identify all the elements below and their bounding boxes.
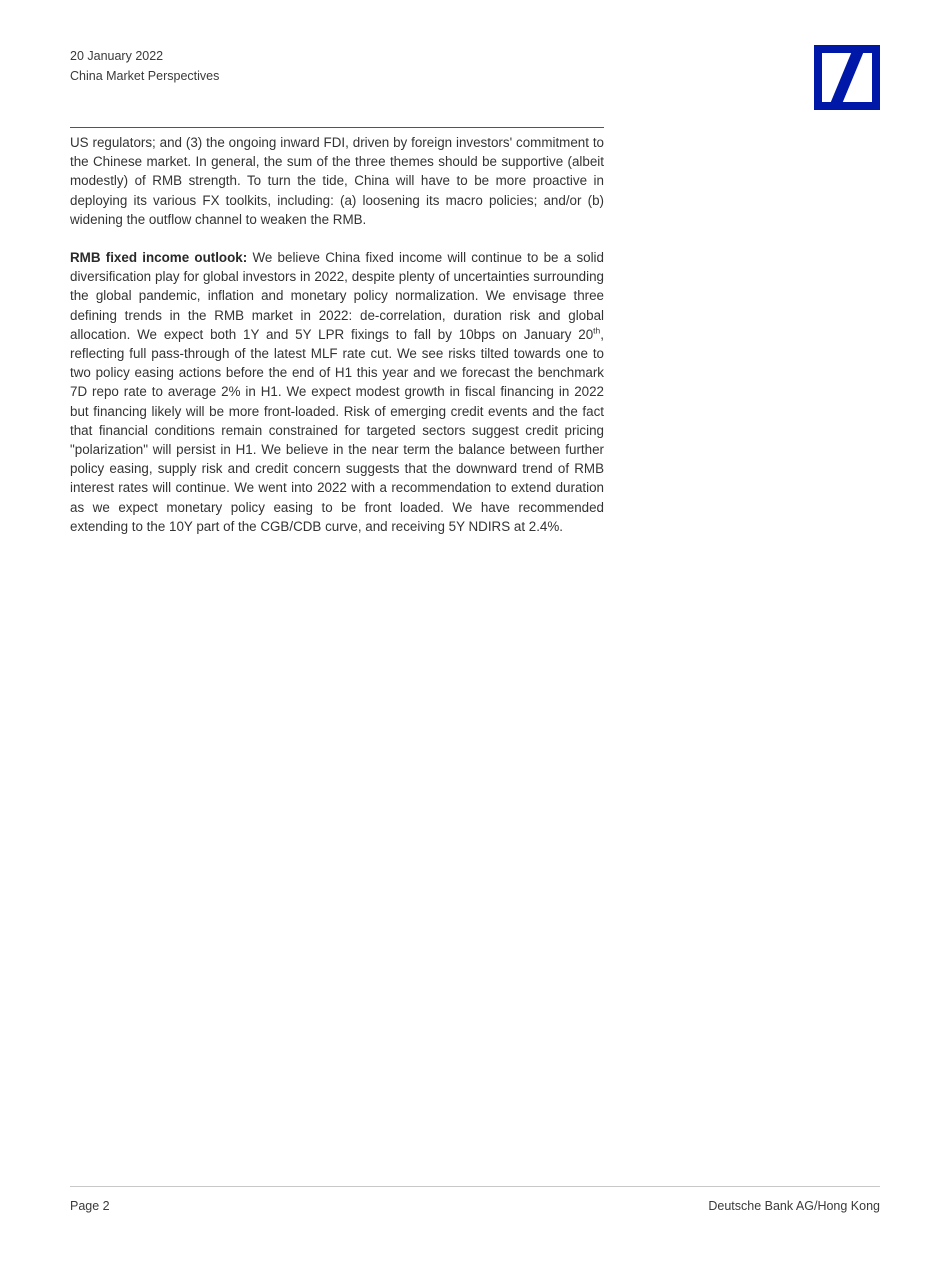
footer-divider	[70, 1186, 880, 1187]
report-body	[70, 133, 604, 536]
paragraph-fixed-income-outlook	[70, 248, 604, 536]
header-divider	[70, 127, 604, 128]
report-date: 20 January 2022	[70, 49, 164, 63]
paragraph-fx-outlook: US regulators; and (3) the ongoing inward FDI, driven by foreign investors' commitment to the Chinese market. In general, the sum of the three themes should be supportive (albeit modestly) of RMB strength. To turn the tide, China will have to be more proactive in deploying its various FX toolkits, including: (a) loosening its macro policies; and/or (b) widening the outflow channel to weaken the RMB.	[70, 135, 604, 227]
paragraph-text-part1: We believe China fixed income will continue to be a solid diversification play for global investors in 2022, despite plenty of uncertainties surrounding the global pandemic, inflation and monetary policy normalization. We envisage three defining trends in the RMB market in 2022: de-correlation, duration risk and global allocation. We expect both 1Y and 5Y LPR fixings to fall by 10bps on January 20	[70, 250, 604, 342]
publisher-entity: Deutsche Bank AG/Hong Kong	[708, 1199, 880, 1213]
paragraph-text-part2: , reflecting full pass-through of the latest MLF rate cut. We see risks tilted towards one to two policy easing actions before the end of H1 this year and we forecast the benchmark 7D repo rate to average 2% in H1. We expect modest growth in fiscal financing in 2022 but financing likely will be more front-loaded. Risk of emerging credit events and the fact that financial conditions remain constrained for targeted sectors suggest credit pricing "polarization" will persist in H1. We believe in the near term the balance between further policy easing, supply risk and credit concern suggests that the downward trend of RMB interest rates will continue. We went into 2022 with a recommendation to extend duration as we expect monetary policy easing to be front loaded. We have recommended extending to the 10Y part of the CGB/CDB curve, and receiving 5Y NDIRS at 2.4%.	[70, 326, 604, 534]
ordinal-superscript: th	[593, 325, 601, 336]
section-lead-heading: RMB fixed income outlook:	[70, 250, 248, 266]
document-header	[70, 46, 219, 86]
page-number: Page 2	[70, 1199, 110, 1213]
logo-slash-icon	[822, 53, 872, 102]
logo-inner-square	[822, 53, 872, 102]
publication-title: China Market Perspectives	[70, 69, 220, 83]
deutsche-bank-logo-icon	[814, 45, 880, 110]
